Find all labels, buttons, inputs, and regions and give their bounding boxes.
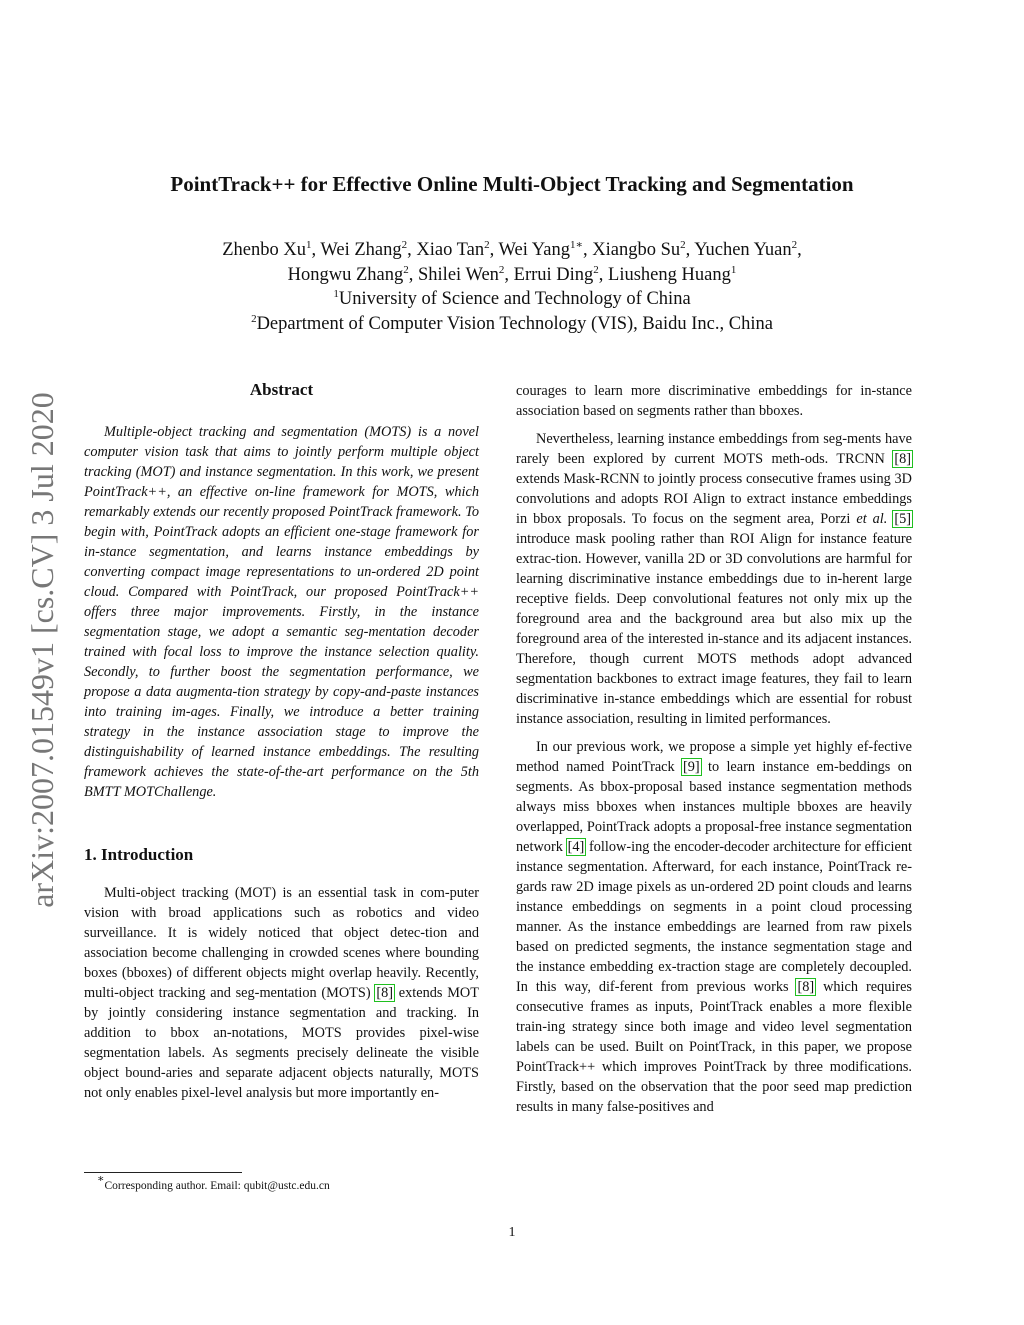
paragraph-text: which requires consecutive frames as inputs, PointTrack enables a more flexible train-ing strategy since both image and video level segmentation labels can be used. Built on PointTrack, in this paper, we propose PointTrack++ which improves PointTrack by three modifications. Firstly, based on the observation that the poor seed map prediction results in many false-positives and [516, 979, 912, 1115]
author-text: , Wei Yang [489, 240, 571, 260]
author-line-2 [0, 263, 1024, 288]
affiliation-text: University of Science and Technology of China [338, 289, 691, 309]
affiliation-mark: 1∗ [570, 239, 583, 251]
paragraph-text: follow-ing the encoder-decoder architecture for efficient instance segmentation. Afterward, for each instance, PointTrack re-gards raw 2D image pixels as un-ordered 2D point clouds and learns instance embeddings on segments in a point cloud processing manner. As the instance embeddings are learned from raw pixels based on predicted segments, the instance segmentation stage and the instance embedding ex-traction stage are completely decoupled. In this way, dif-ferent from previous works [516, 839, 912, 995]
paragraph-text: to learn instance em-beddings on segments. As bbox-proposal based instance segmentation methods always miss bboxes when instances multiple bboxes are heavily overlapped, PointTrack adopts a proposal-free instance segmentation network [516, 759, 912, 855]
author-text: , Yuchen Yuan [685, 240, 792, 260]
paragraph-text: Multi-object tracking (MOT) is an essential task in com-puter vision with broad applications such as robotics and video surveillance. It is widely noticed that object detec-tion and association become challenging in crowded scenes where bounding boxes (bboxes) of different objects might overlap heavily. Recently, multi-object tracking and seg-mentation (MOTS) [84, 885, 479, 1001]
footnote-divider [84, 1172, 242, 1173]
footnote-mark: ∗ [97, 1173, 105, 1185]
citation-link[interactable]: [8] [894, 451, 911, 467]
affiliation-mark: 1 [730, 263, 737, 276]
author-line-1 [0, 238, 1024, 263]
author-text: , [797, 240, 802, 260]
citation-link[interactable]: [8] [797, 979, 815, 995]
author-text: Zhenbo Xu [222, 240, 306, 260]
author-text: , Liusheng Huang [598, 264, 731, 285]
author-text: , Shilei Wen [408, 264, 499, 285]
paper-title: PointTrack++ for Effective Online Multi-Object Tracking and Segmentation [170, 172, 854, 196]
affiliation-text: Department of Computer Vision Technology (VIS), Baidu Inc., China [256, 313, 773, 334]
affiliation-mark: 2 [498, 263, 505, 276]
affiliation-mark: 1 [333, 288, 339, 300]
intro-paragraph [84, 883, 479, 1103]
right-column [516, 381, 912, 1117]
body-paragraph [516, 737, 912, 1117]
author-text: , Xiangbo Su [583, 240, 681, 260]
body-paragraph [516, 429, 912, 729]
author-text: , Wei Zhang [311, 240, 402, 260]
affiliation-mark: 2 [680, 239, 686, 251]
affiliation-mark: 1 [305, 239, 312, 251]
citation-link[interactable]: [5] [894, 511, 911, 527]
citation-link[interactable]: [8] [376, 985, 394, 1001]
footnote-text: Corresponding author. Email: qubit@ustc.edu.cn [104, 1180, 330, 1192]
arxiv-identifier: arXiv:2007.01549v1 [cs.CV] 3 Jul 2020 [24, 392, 60, 908]
paragraph-text: extends Mask-RCNN to jointly process consecutive frames using 3D convolutions and adopts ROI Align to extract instance embeddings in bbox proposals. To focus on the segment area, Porzi [516, 471, 912, 527]
paragraph-text: In our previous work, we propose a simple yet highly ef-fective method named PointTrack [516, 739, 912, 775]
abstract-text: Multiple-object tracking and segmentation (MOTS) is a novel computer vision task that aims to jointly perform multiple object tracking (MOT) and instance segmentation. In this work, we present PointTrack++, an effective on-line framework for MOTS, which remarkably extends our recently proposed PointTrack framework. To begin with, PointTrack adopts an efficient one-stage framework for in-stance segmentation, and learns instance embeddings by converting compact image representations to un-ordered 2D point cloud. Compared with PointTrack, our proposed PointTrack++ offers three major improvements. Firstly, in the instance segmentation stage, we adopt a semantic seg-mentation decoder trained with focal loss to improve the instance selection quality. Secondly, to further boost the segmentation performance, we propose a data augmenta-tion strategy by copy-and-paste instances into training im-ages. Finally, we introduce a better training strategy in the instance association stage to improve the distinguishability of learned instance embeddings. The resulting framework achieves the state-of-the-art performance on the 5th BMTT MOTChallenge. [84, 424, 479, 800]
affiliation-mark: 2 [403, 263, 409, 276]
author-block [0, 238, 1024, 336]
affiliation-mark: 2 [484, 239, 490, 251]
affiliation-mark: 2 [251, 312, 257, 325]
paragraph-text: et al. [856, 511, 888, 527]
section-heading-introduction: 1. Introduction [84, 845, 194, 864]
paragraph-text: Nevertheless, learning instance embeddings from seg-ments have rarely been explored by current MOTS meth-ods. TRCNN [516, 431, 912, 467]
affiliation-1 [0, 287, 1024, 312]
affiliation-mark: 2 [401, 239, 408, 251]
abstract-heading: Abstract [249, 380, 314, 399]
affiliation-mark: 2 [791, 239, 798, 251]
paragraph-text: extends MOT by jointly considering instance segmentation and tracking. In addition to bbox an-notations, MOTS provides pixel-wise segmentation labels. As segments precisely delineate the visible object bound-aries and separate adjacent objects naturally, MOTS not only enables pixel-level analysis but more importantly en- [84, 985, 479, 1101]
author-text: , Errui Ding [504, 264, 594, 285]
page-number: 1 [508, 1225, 516, 1240]
continued-paragraph: courages to learn more discriminative embeddings for in-stance association based on segments rather than bboxes. [516, 383, 912, 419]
citation-link[interactable]: [4] [567, 839, 585, 855]
affiliation-2 [0, 312, 1024, 337]
citation-link[interactable]: [9] [683, 759, 700, 775]
footnote [97, 1173, 330, 1194]
paragraph-text: introduce mask pooling rather than ROI Align for instance feature extrac-tion. However, vanilla 2D or 3D convolutions are harmful for learning discriminative instance embeddings due to in-herent large receptive fields. Deep convolutional features not only mix up the foreground area and the background area but also mix up the foreground area of the interested in-stance and its adjacent instances. Therefore, though current MOTS methods adopt advanced segmentation backbones to extract image features, they fail to learn discriminative in-stance embeddings which are essential for robust instance association, resulting in limited performances. [516, 531, 912, 727]
author-text: Hongwu Zhang [287, 264, 404, 285]
affiliation-mark: 2 [593, 263, 599, 276]
author-text: , Xiao Tan [407, 240, 485, 260]
left-column [84, 378, 479, 1103]
